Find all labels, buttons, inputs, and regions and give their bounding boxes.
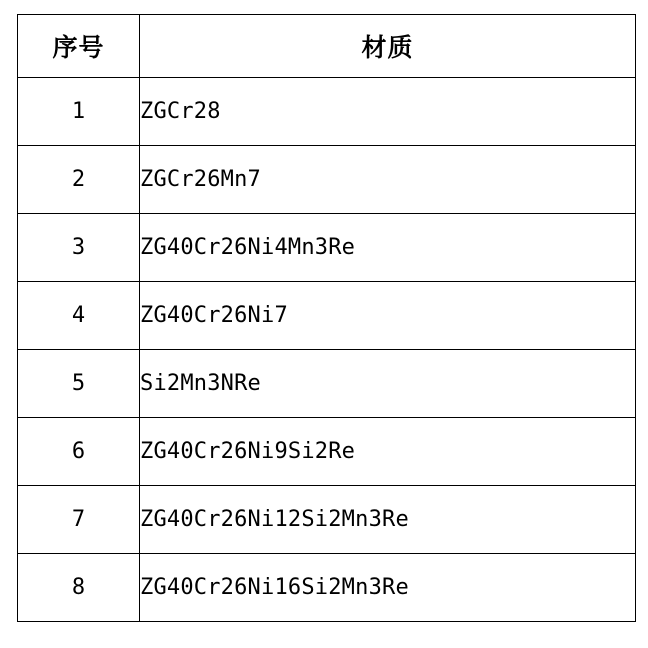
- table-row: [18, 350, 636, 418]
- column-header-material: 材质: [140, 15, 636, 78]
- table-body: [18, 78, 636, 622]
- cell-index: 3: [18, 214, 140, 282]
- cell-index: 4: [18, 282, 140, 350]
- cell-index: 5: [18, 350, 140, 418]
- material-table: [17, 14, 636, 622]
- cell-material: ZG40Cr26Ni12Si2Mn3Re: [140, 486, 636, 554]
- table-row: [18, 78, 636, 146]
- cell-material: ZG40Cr26Ni7: [140, 282, 636, 350]
- cell-material: ZG40Cr26Ni4Mn3Re: [140, 214, 636, 282]
- cell-index: 1: [18, 78, 140, 146]
- cell-material: ZGCr26Mn7: [140, 146, 636, 214]
- cell-material: ZGCr28: [140, 78, 636, 146]
- cell-material: Si2Mn3NRe: [140, 350, 636, 418]
- table-row: [18, 554, 636, 622]
- table-row: [18, 486, 636, 554]
- table-header-row: [18, 15, 636, 78]
- cell-material: ZG40Cr26Ni16Si2Mn3Re: [140, 554, 636, 622]
- cell-index: 8: [18, 554, 140, 622]
- table-row: [18, 282, 636, 350]
- cell-material: ZG40Cr26Ni9Si2Re: [140, 418, 636, 486]
- cell-index: 7: [18, 486, 140, 554]
- table-header: [18, 15, 636, 78]
- table-row: [18, 418, 636, 486]
- cell-index: 2: [18, 146, 140, 214]
- material-table-container: [17, 14, 635, 622]
- column-header-index: 序号: [18, 15, 140, 78]
- table-row: [18, 214, 636, 282]
- table-row: [18, 146, 636, 214]
- cell-index: 6: [18, 418, 140, 486]
